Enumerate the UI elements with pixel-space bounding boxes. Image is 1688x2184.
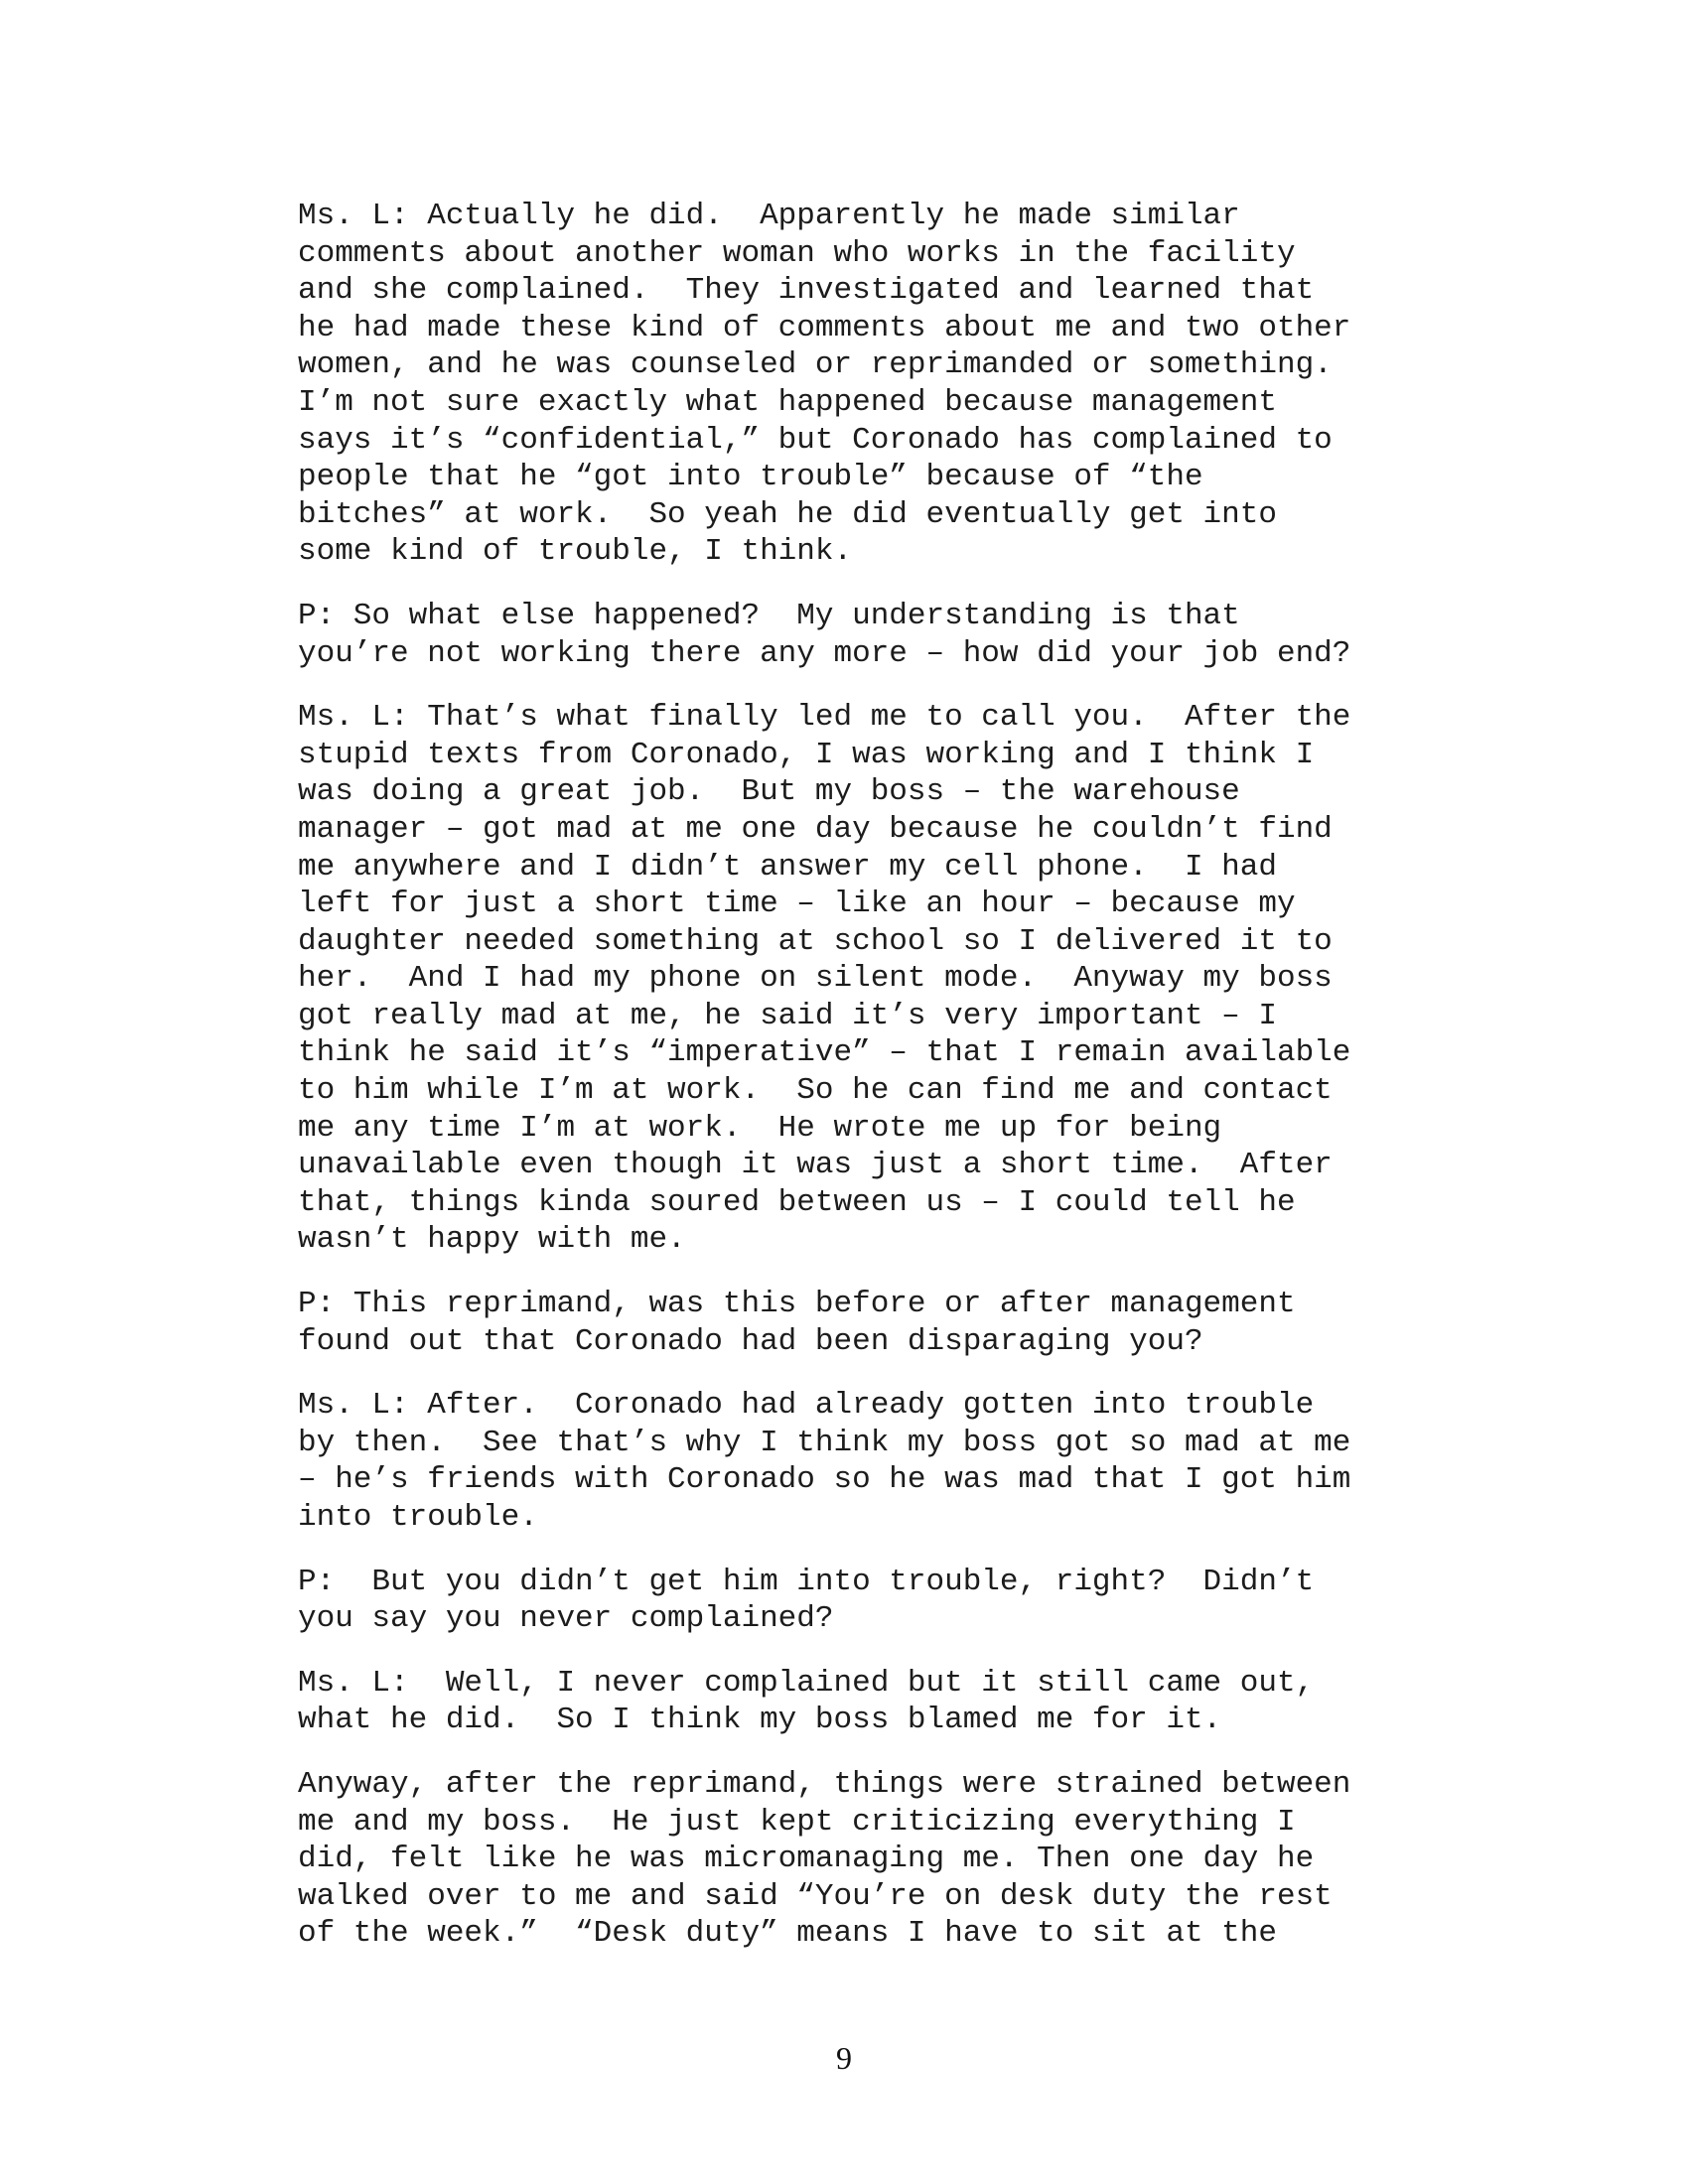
text-line: P: But you didn’t get him into trouble, right? Didn’t bbox=[298, 1564, 1315, 1599]
text-line: of the week.” “Desk duty” means I have to sit at the bbox=[298, 1916, 1277, 1952]
text-line: you’re not working there any more – how did your job end? bbox=[298, 635, 1351, 671]
text-line: me and my boss. He just kept criticizing everything I bbox=[298, 1804, 1296, 1840]
text-line: did, felt like he was micromanaging me. Then one day he bbox=[298, 1842, 1315, 1877]
text-line: – he’s friends with Coronado so he was mad that I got him bbox=[298, 1462, 1351, 1498]
text-line: Ms. L: That’s what finally led me to call you. After the bbox=[298, 700, 1351, 736]
text-line: her. And I had my phone on silent mode. Anyway my boss bbox=[298, 961, 1333, 997]
text-line: comments about another woman who works in the facility bbox=[298, 235, 1296, 271]
text-line: Ms. L: Well, I never complained but it still came out, bbox=[298, 1665, 1315, 1701]
text-line: stupid texts from Coronado, I was working and I think I bbox=[298, 737, 1315, 772]
text-line: think he said it’s “imperative” – that I remain available bbox=[298, 1035, 1351, 1071]
transcript-paragraph bbox=[298, 1766, 1450, 1953]
text-line: walked over to me and said “You’re on desk duty the rest bbox=[298, 1878, 1333, 1914]
text-line: that, things kinda soured between us – I could tell he bbox=[298, 1184, 1296, 1220]
text-line: Ms. L: After. Coronado had already gotten into trouble bbox=[298, 1388, 1315, 1424]
text-line: daughter needed something at school so I delivered it to bbox=[298, 923, 1333, 959]
text-line: Anyway, after the reprimand, things were strained between bbox=[298, 1766, 1351, 1802]
transcript-paragraph bbox=[298, 1564, 1450, 1638]
text-line: by then. See that’s why I think my boss got so mad at me bbox=[298, 1425, 1351, 1460]
text-line: me any time I’m at work. He wrote me up for being bbox=[298, 1110, 1222, 1146]
text-line: unavailable even though it was just a short time. After bbox=[298, 1148, 1333, 1183]
text-line: what he did. So I think my boss blamed me for it. bbox=[298, 1703, 1222, 1738]
text-line: I’m not sure exactly what happened because management bbox=[298, 384, 1277, 420]
text-line: left for just a short time – like an hour – because my bbox=[298, 887, 1296, 922]
text-line: wasn’t happy with me. bbox=[298, 1222, 686, 1258]
text-line: P: This reprimand, was this before or after management bbox=[298, 1287, 1296, 1322]
text-line: me anywhere and I didn’t answer my cell phone. I had bbox=[298, 849, 1277, 885]
text-line: and she complained. They investigated and learned that bbox=[298, 273, 1315, 309]
transcript-paragraph bbox=[298, 1286, 1450, 1360]
text-line: you say you never complained? bbox=[298, 1601, 834, 1637]
text-line: into trouble. bbox=[298, 1500, 538, 1535]
text-line: bitches” at work. So yeah he did eventually get into bbox=[298, 496, 1277, 532]
transcript-paragraph bbox=[298, 1387, 1450, 1536]
text-line: says it’s “confidential,” but Coronado has complained to bbox=[298, 422, 1333, 458]
text-line: women, and he was counseled or reprimanded or something. bbox=[298, 347, 1333, 383]
text-line: P: So what else happened? My understanding is that bbox=[298, 598, 1240, 633]
text-line: to him while I’m at work. So he can find me and contact bbox=[298, 1073, 1333, 1109]
transcript-body bbox=[298, 198, 1450, 1979]
transcript-paragraph bbox=[298, 598, 1450, 672]
text-line: got really mad at me, he said it’s very important – I bbox=[298, 998, 1277, 1033]
transcript-paragraph bbox=[298, 699, 1450, 1259]
text-line: manager – got mad at me one day because he couldn’t find bbox=[298, 811, 1333, 847]
text-line: he had made these kind of comments about me and two other bbox=[298, 310, 1351, 345]
transcript-paragraph bbox=[298, 1665, 1450, 1739]
transcript-paragraph bbox=[298, 198, 1450, 571]
text-line: some kind of trouble, I think. bbox=[298, 534, 853, 570]
text-line: Ms. L: Actually he did. Apparently he made similar bbox=[298, 199, 1240, 233]
text-line: people that he “got into trouble” because of “the bbox=[298, 460, 1203, 495]
text-line: found out that Coronado had been disparaging you? bbox=[298, 1323, 1203, 1359]
text-line: was doing a great job. But my boss – the warehouse bbox=[298, 774, 1240, 810]
page-number: 9 bbox=[836, 2040, 852, 2076]
